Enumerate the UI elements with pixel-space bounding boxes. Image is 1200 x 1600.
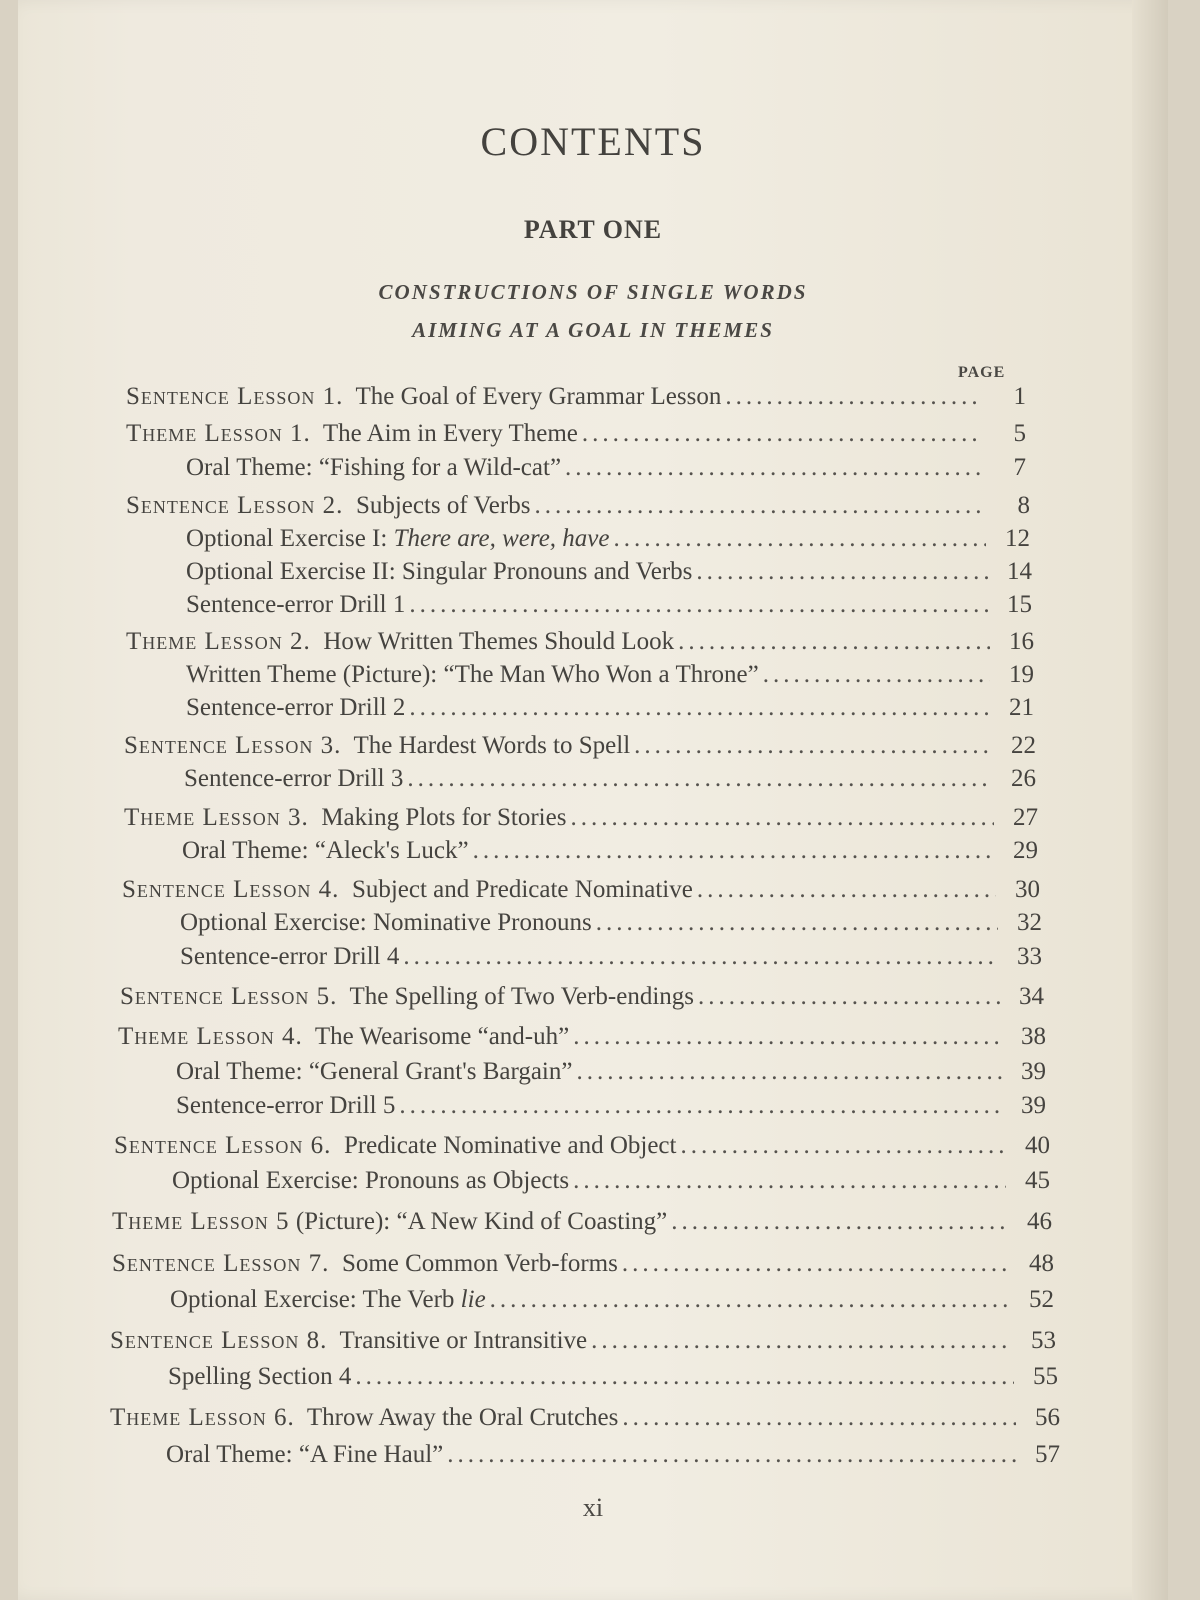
entry-page: 40 [1025,1132,1050,1159]
entry-page: 46 [1027,1208,1052,1235]
entry-label: Theme Lesson 5 [112,1208,290,1235]
entry-title: Making Plots for Stories [321,804,567,831]
entry-label: Sentence Lesson 1. [126,383,344,410]
entry-page: 1 [1013,383,1026,410]
toc-entry [124,804,1038,832]
entry-label: Theme Lesson 6. [110,1404,295,1431]
entry-label: Sentence Lesson 5. [120,983,338,1010]
entry-title: (Picture): “A New Kind of Coasting” [295,1208,668,1235]
toc-entry [186,694,1034,722]
part-heading: PART ONE [523,215,663,244]
entry-page: 22 [1011,732,1036,759]
entry-title: Subject and Predicate Nominative [351,876,693,903]
entry-title: Throw Away the Oral Crutches [306,1404,619,1431]
toc-entry [110,1404,1060,1432]
entry-title: Optional Exercise: The Verb [170,1286,461,1313]
toc-entry [118,1023,1046,1051]
page-title: CONTENTS [480,119,706,164]
page-number: xi [582,1493,604,1522]
toc-entry [186,558,1032,586]
entry-title: Optional Exercise II: Singular Pronouns and Verbs [186,558,693,585]
toc-entry [126,383,1026,411]
entry-title: The Goal of Every Grammar Lesson [355,383,722,410]
toc-entry [186,591,1032,619]
entry-page: 39 [1021,1058,1046,1085]
toc-entry [170,1286,1054,1314]
entry-label: Sentence Lesson 4. [122,876,340,903]
toc-entry [114,1132,1050,1160]
toc-entry [176,1092,1046,1120]
entry-title: Sentence-error Drill 2 [186,694,406,721]
entry-page: 26 [1011,765,1036,792]
toc-entry [126,420,1026,448]
toc-entry [168,1363,1058,1391]
entry-label: Theme Lesson 3. [124,804,309,831]
entry-title: How Written Themes Should Look [323,628,675,655]
entry-page: 16 [1009,628,1034,655]
entry-page: 27 [1013,804,1038,831]
entry-label: Theme Lesson 1. [126,420,311,447]
entry-label: Theme Lesson 2. [126,628,311,655]
entry-page: 48 [1029,1250,1054,1277]
part-subtitle-line-2: AIMING AT A GOAL IN THEMES [412,318,774,342]
entry-page: 57 [1035,1441,1060,1468]
entry-page: 19 [1009,661,1034,688]
entry-page: 45 [1025,1167,1050,1194]
entry-title: Sentence-error Drill 4 [180,943,400,970]
entry-page: 52 [1029,1286,1054,1313]
toc-entry [112,1250,1054,1278]
toc-entry [166,1441,1060,1469]
toc-entry [176,1058,1046,1086]
entry-page: 5 [1013,420,1026,447]
entry-title: Predicate Nominative and Object [343,1132,677,1159]
toc-entry [186,525,1030,553]
entry-title-italic: There are, were, have [393,525,610,552]
entry-page: 33 [1017,943,1042,970]
entry-title: Some Common Verb-forms [341,1250,618,1277]
toc-entry [110,1327,1056,1355]
toc-entry [126,628,1034,656]
entry-label: Sentence Lesson 7. [112,1250,330,1277]
entry-title: Optional Exercise I: [186,525,394,552]
entry-title-italic: lie [460,1286,486,1313]
toc-entry [182,837,1038,865]
entry-page: 14 [1007,558,1032,585]
toc-entry [172,1167,1050,1195]
entry-page: 29 [1013,837,1038,864]
toc-entry [186,661,1034,689]
entry-page: 56 [1035,1404,1060,1431]
book-page [18,0,1168,1600]
toc-entry [112,1208,1052,1236]
toc-entry [184,765,1036,793]
entry-page: 30 [1015,876,1040,903]
entry-title: Spelling Section 4 [168,1363,352,1390]
entry-title: The Wearisome “and-uh” [314,1023,570,1050]
entry-title: Oral Theme: “A Fine Haul” [166,1441,444,1468]
entry-page: 21 [1009,694,1034,721]
entry-page: 55 [1033,1363,1058,1390]
table-of-contents [18,0,1168,1600]
toc-entry [122,876,1040,904]
entry-label: Sentence Lesson 8. [110,1327,328,1354]
entry-title: Transitive or Intransitive [339,1327,588,1354]
entry-title: Oral Theme: “Fishing for a Wild-cat” [186,454,562,481]
entry-title: The Aim in Every Theme [322,420,578,447]
entry-page: 8 [1017,492,1030,519]
entry-title: The Hardest Words to Spell [353,732,631,759]
entry-title: The Spelling of Two Verb-endings [349,983,695,1010]
toc-entry [126,492,1030,520]
entry-page: 34 [1019,983,1044,1010]
entry-page: 53 [1031,1327,1056,1354]
entry-title: Subjects of Verbs [355,492,531,519]
toc-entry [180,909,1042,937]
entry-title: Sentence-error Drill 1 [186,591,406,618]
entry-title: Optional Exercise: Nominative Pronouns [180,909,592,936]
page-column-label: PAGE [958,364,1006,381]
entry-page: 39 [1021,1092,1046,1119]
entry-title: Oral Theme: “Aleck's Luck” [182,837,469,864]
toc-entry [180,943,1042,971]
entry-label: Sentence Lesson 3. [124,732,342,759]
part-subtitle-line-1: CONSTRUCTIONS OF SINGLE WORDS [378,280,808,304]
toc-entry [124,732,1036,760]
entry-title: Written Theme (Picture): “The Man Who Won a Throne” [186,661,759,688]
entry-label: Theme Lesson 4. [118,1023,303,1050]
entry-title: Sentence-error Drill 3 [184,765,404,792]
entry-title: Oral Theme: “General Grant's Bargain” [176,1058,573,1085]
entry-label: Sentence Lesson 2. [126,492,344,519]
entry-page: 15 [1007,591,1032,618]
entry-page: 12 [1005,525,1030,552]
entry-page: 32 [1017,909,1042,936]
entry-page: 38 [1021,1023,1046,1050]
entry-label: Sentence Lesson 6. [114,1132,332,1159]
toc-entry [186,454,1026,482]
entry-title: Sentence-error Drill 5 [176,1092,396,1119]
entry-page: 7 [1013,454,1026,481]
entry-title: Optional Exercise: Pronouns as Objects [172,1167,570,1194]
toc-entry [120,983,1044,1011]
